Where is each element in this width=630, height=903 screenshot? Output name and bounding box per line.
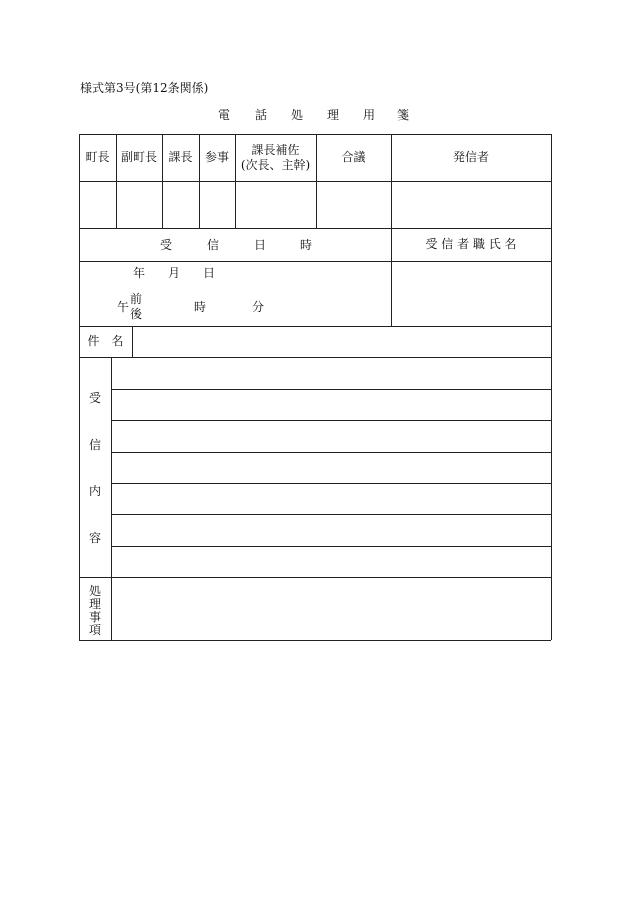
receipt-datetime-char: 日: [254, 238, 267, 252]
header-gougi: 合議: [341, 150, 366, 164]
title-char: 処: [291, 108, 304, 122]
title-char: 話: [255, 108, 268, 122]
receiver-name-label: 受 信 者 職 氏 名: [425, 237, 517, 251]
content-label-char: 容: [89, 531, 102, 545]
header-kacho-hosa: [235, 134, 316, 181]
minute-unit: 分: [252, 300, 265, 314]
rule: [111, 452, 551, 453]
receipt-datetime-char: 時: [300, 238, 313, 252]
action-label-char: 項: [89, 623, 102, 637]
header-kacho: 課長: [168, 150, 193, 164]
rule: [111, 357, 112, 640]
receipt-datetime-char: 信: [207, 238, 220, 252]
action-label-char: 事: [89, 610, 102, 624]
rule: [79, 357, 551, 358]
header-fuku-chocho: 副町長: [120, 150, 157, 164]
header-hasshinsha: 発信者: [452, 150, 489, 164]
header-chocho: 町長: [85, 150, 110, 164]
rule: [79, 577, 551, 578]
content-label-char: 受: [89, 391, 102, 405]
action-label-char: 理: [89, 597, 102, 611]
rule: [79, 181, 551, 182]
rule: [111, 546, 551, 547]
rule: [111, 483, 551, 484]
title-char: 理: [327, 108, 340, 122]
go-label: 午: [117, 300, 130, 314]
form-number: 様式第3号(第12条関係): [80, 81, 209, 95]
day-unit: 日: [203, 266, 216, 280]
title-char: 電: [218, 108, 231, 122]
rule: [111, 420, 551, 421]
rule: [111, 389, 551, 390]
header-sanji: 参事: [204, 150, 229, 164]
action-label-char: 処: [89, 584, 102, 598]
gogo-label: 後: [130, 307, 143, 321]
title-char: 箋: [397, 108, 410, 122]
receipt-datetime-char: 受: [160, 238, 173, 252]
subject-label: 件 名: [87, 334, 124, 348]
hour-unit: 時: [194, 300, 207, 314]
rule: [79, 134, 80, 640]
header-kacho-hosa-line1: 課長補佐: [251, 142, 300, 157]
rule: [79, 326, 551, 327]
rule: [79, 640, 551, 641]
header-kacho-hosa-line2: (次長、主幹): [240, 157, 311, 172]
rule: [551, 134, 552, 640]
month-unit: 月: [168, 266, 181, 280]
year-unit: 年: [133, 266, 146, 280]
gozen-label: 前: [130, 292, 143, 306]
rule: [79, 261, 551, 262]
content-label-char: 内: [89, 484, 102, 498]
title-char: 用: [363, 108, 376, 122]
content-label-char: 信: [89, 438, 102, 452]
rule: [111, 514, 551, 515]
rule: [132, 326, 133, 357]
